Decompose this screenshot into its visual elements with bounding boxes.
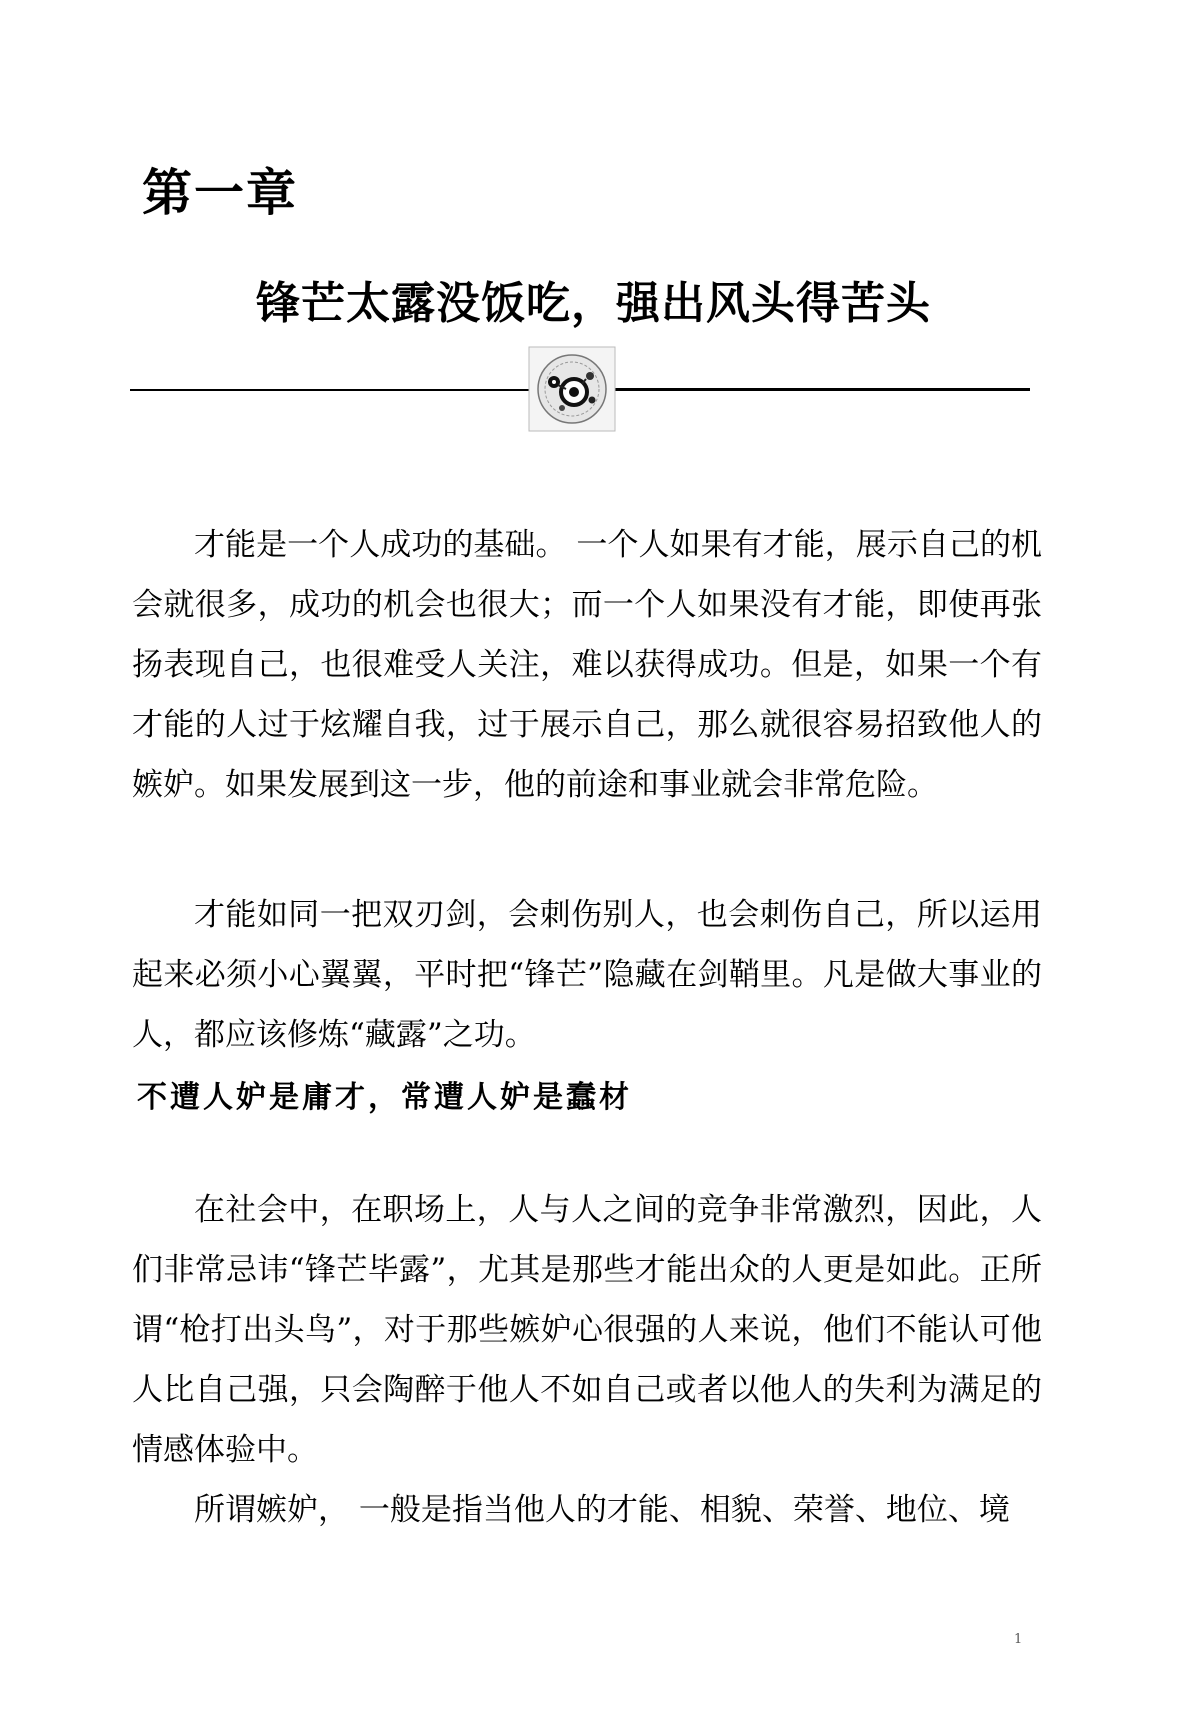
paragraph-3-text: 在社会中，在职场上，人与人之间的竞争非常激烈，因此，人们非常忌讳“锋芒毕露”，尤其是那些才能出众的人更是如此。正所谓“枪打出头鸟”，对于那些嫉妒心很强的人来说，他们不能认可他人比自己强，只会陶醉于他人不如自己或者以他人的失利为满足的情感体验中。 <box>132 1192 1042 1468</box>
chapter-label: 第一章 <box>142 164 298 222</box>
paragraph-2 <box>132 885 1042 1065</box>
divider-line-left <box>130 389 530 391</box>
paragraph-1 <box>132 515 1042 815</box>
section-heading: 不遭人妒是庸才，常遭人妒是蠢材 <box>137 1080 632 1115</box>
paragraph-3 <box>132 1180 1042 1480</box>
paragraph-4 <box>132 1480 1042 1540</box>
chapter-title: 锋芒太露没饭吃，强出风头得苦头 <box>256 278 931 329</box>
chapter-emblem-icon <box>528 346 616 432</box>
paragraph-4-text: 所谓嫉妒， 一般是指当他人的才能、相貌、荣誉、地位、境 <box>194 1492 1010 1528</box>
page-number: 1 <box>1014 1632 1023 1647</box>
paragraph-2-text: 才能如同一把双刃剑，会刺伤别人，也会刺伤自己，所以运用起来必须小心翼翼，平时把“锋芒”隐藏在剑鞘里。凡是做大事业的人，都应该修炼“藏露”之功。 <box>132 897 1042 1053</box>
paragraph-1-text: 才能是一个人成功的基础。 一个人如果有才能，展示自己的机会就很多，成功的机会也很大；而一个人如果没有才能，即使再张扬表现自己，也很难受人关注，难以获得成功。但是，如果一个有才能的人过于炫耀自我，过于展示自己，那么就很容易招致他人的嫉妒。如果发展到这一步，他的前途和事业就会非常危险。 <box>132 527 1042 803</box>
divider-line-right <box>612 388 1030 391</box>
